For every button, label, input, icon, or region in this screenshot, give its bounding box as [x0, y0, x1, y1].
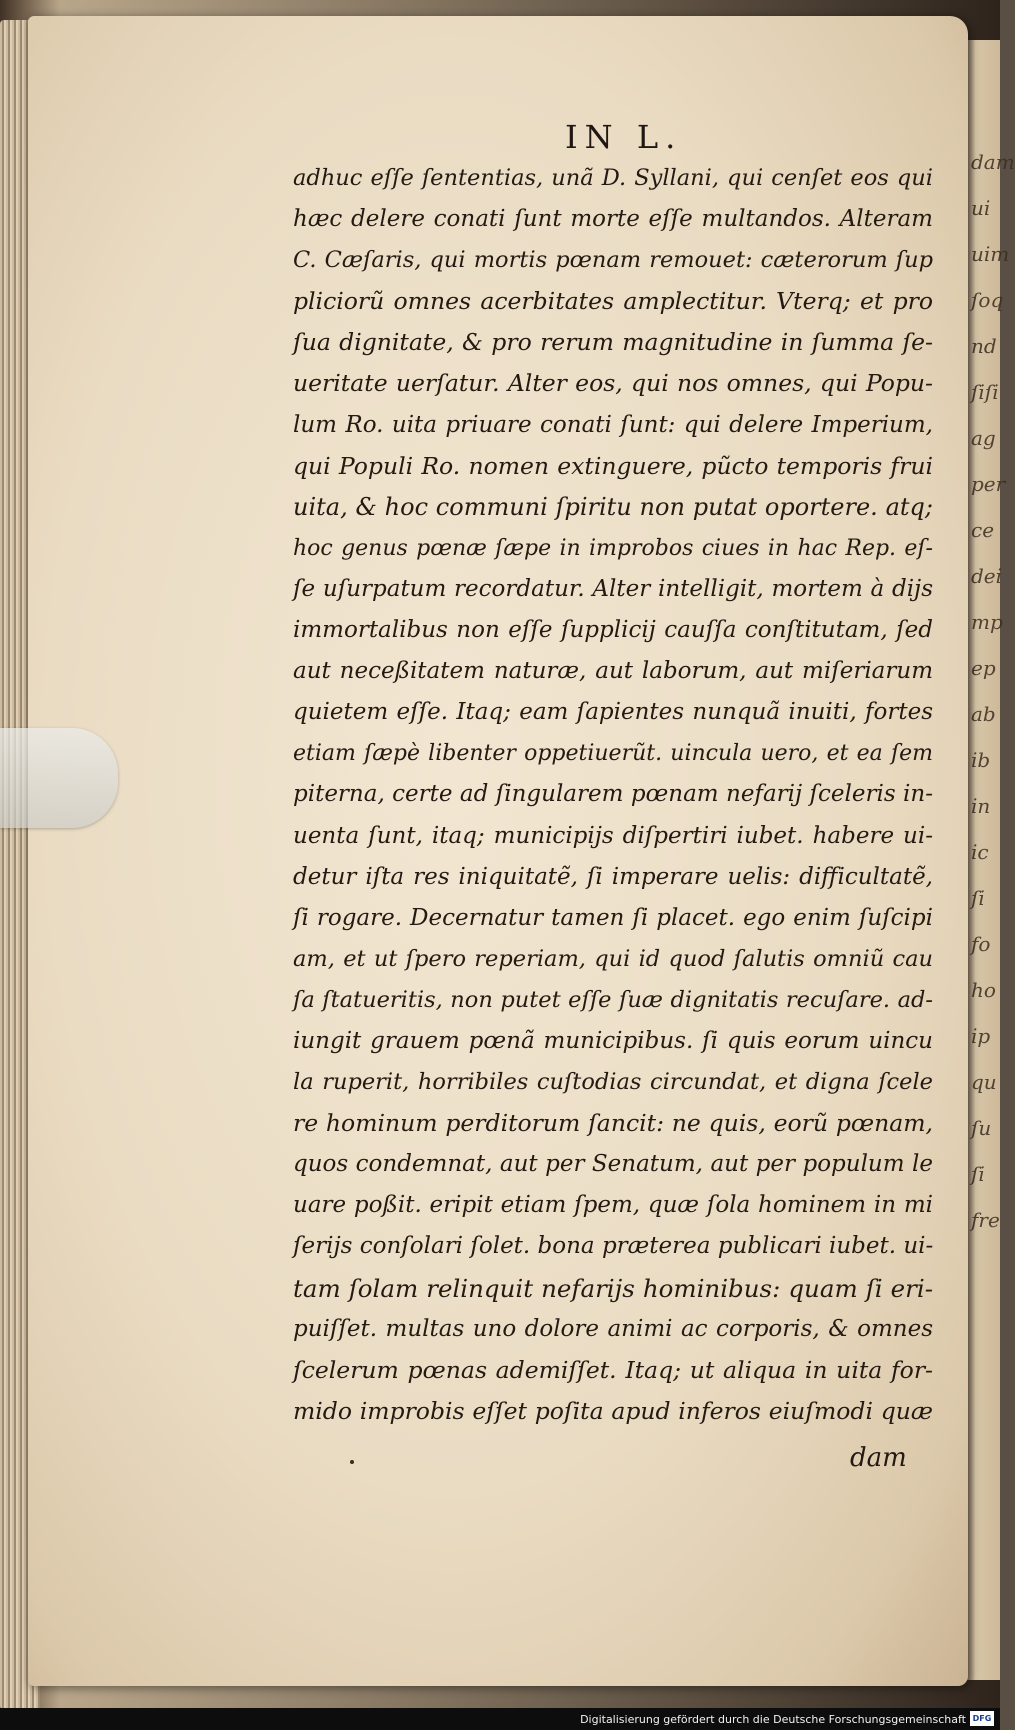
adjacent-page-fragment: ic — [971, 840, 989, 864]
text-line: hoc genus pœnæ ſæpe in improbos ciues in hac Rep. eſ- — [293, 535, 933, 561]
adjacent-page-fragment: fo — [971, 932, 991, 956]
adjacent-page-fragment: nd — [971, 334, 997, 358]
text-line: ſcelerum pœnas ademiſſet. Itaq; ut aliqua in uita for- — [293, 1355, 933, 1384]
adjacent-page-fragment: ui — [971, 196, 991, 220]
text-line: ſi rogare. Decernatur tamen ſi placet. ego enim ſuſcipi — [293, 904, 933, 931]
text-line: ſa ſtatueritis, non putet eſſe ſuæ dignitatis recuſare. ad- — [293, 986, 933, 1013]
adjacent-page-fragment: dam — [971, 150, 1015, 174]
adjacent-page-fragment: ſu — [971, 1116, 992, 1140]
text-line: iungit grauem pœnã municipibus. ſi quis eorum uincu — [293, 1027, 933, 1054]
text-line: detur iſta res iniquitatẽ, ſi imperare uelis: difficultatẽ, — [293, 863, 933, 890]
adjacent-page-fragment: ſi — [971, 1162, 985, 1186]
adjacent-page-fragment: ſiſi — [971, 380, 999, 404]
text-line: uenta ſunt, itaq; municipijs diſpertiri iubet. habere ui- — [293, 822, 933, 849]
adjacent-page-fragment: dei — [971, 564, 1003, 588]
text-line: uare poßit. eripit etiam ſpem, quæ ſola hominem in mi — [293, 1192, 933, 1219]
text-line: am, et ut ſpero reperiam, qui id quod ſalutis omniũ cau — [293, 945, 933, 972]
text-line: puiſſet. multas uno dolore animi ac corporis, & omnes — [293, 1315, 933, 1342]
text-line: quos condemnat, aut per Senatum, aut per populum le — [293, 1151, 933, 1178]
text-line: piterna, certe ad ſingularem pœnam nefarij ſceleris in- — [293, 781, 933, 808]
adjacent-page-fragment: ep — [971, 656, 996, 680]
adjacent-page-fragment: per — [971, 472, 1006, 496]
adjacent-page-fragment: ip — [971, 1024, 991, 1048]
text-line: re hominum perditorum ſancit: ne quis, eorũ pœnam, — [293, 1109, 933, 1138]
adjacent-page-fragment: ho — [971, 978, 996, 1002]
adjacent-page-fragment: ab — [971, 702, 996, 726]
text-line: etiam ſæpè libenter oppetiuerũt. uincula uero, et ea ſem — [293, 741, 933, 767]
text-line: qui Populi Ro. nomen extinguere, pũcto temporis frui — [293, 451, 933, 480]
funding-notice: Digitalisierung gefördert durch die Deutsche Forschungsgemeinschaft — [580, 1713, 966, 1726]
adjacent-page-fragment: ib — [971, 748, 991, 772]
body-text — [293, 158, 933, 1432]
text-line: tam ſolam relinquit nefarijs hominibus: quam ſi eri- — [293, 1273, 933, 1303]
adjacent-page-edge — [965, 40, 1015, 1680]
text-line: quietem eſſe. Itaq; eam ſapientes nunquã inuiti, fortes — [293, 699, 933, 726]
running-head: IN L. — [565, 118, 683, 156]
text-line: hæc delere conati ſunt morte eſſe multandos. Alteram — [293, 206, 933, 233]
adjacent-page-fragment: fre — [971, 1208, 1000, 1232]
text-line: la ruperit, horribiles cuſtodias circundat, et digna ſcele — [293, 1069, 933, 1096]
adjacent-page-fragment: in — [971, 794, 991, 818]
page-clip — [0, 728, 118, 828]
text-line: lum Ro. uita priuare conati ſunt: qui delere Imperium, — [293, 411, 933, 438]
text-line: C. Cæſaris, qui mortis pœnam remouet: cæterorum ſup — [293, 247, 933, 274]
adjacent-page-fragment: ſi — [971, 886, 985, 910]
text-line: uita, & hoc communi ſpiritu non putat oportere. atq; — [293, 492, 933, 521]
adjacent-page-fragment: ag — [971, 426, 996, 450]
adjacent-page-fragment: ſoq — [971, 288, 1004, 312]
adjacent-page-fragment: ce — [971, 518, 995, 542]
text-line: ſua dignitate, & pro rerum magnitudine in ſumma ſe- — [293, 328, 933, 357]
text-line: pliciorũ omnes acerbitates amplectitur. Vterq; et pro — [293, 287, 933, 316]
digitization-footer — [0, 1708, 1000, 1730]
text-line: ueritate uerſatur. Alter eos, qui nos omnes, qui Popu- — [293, 369, 933, 398]
text-line: mido improbis eſſet poſita apud inferos eiuſmodi quæ — [293, 1396, 933, 1425]
text-line: aut neceßitatem naturæ, aut laborum, aut miſeriarum — [293, 658, 933, 685]
dfg-logo: DFG — [970, 1711, 994, 1726]
text-line: ſe uſurpatum recordatur. Alter intelligit, mortem à dijs — [293, 575, 933, 602]
text-line: immortalibus non eſſe ſupplicij cauſſa conſtitutam, ſed — [293, 617, 933, 644]
adjacent-page-fragment: uim — [971, 242, 1010, 266]
text-line: ſerijs conſolari ſolet. bona præterea publicari iubet. ui- — [293, 1233, 934, 1260]
adjacent-page-fragment: mp — [971, 610, 1003, 634]
catchword: dam — [850, 1443, 907, 1473]
ink-speck — [350, 1460, 354, 1464]
adjacent-page-fragment: qu — [971, 1070, 997, 1094]
text-line: adhuc eſſe ſententias, unã D. Syllani, qui cenſet eos qui — [293, 165, 933, 191]
